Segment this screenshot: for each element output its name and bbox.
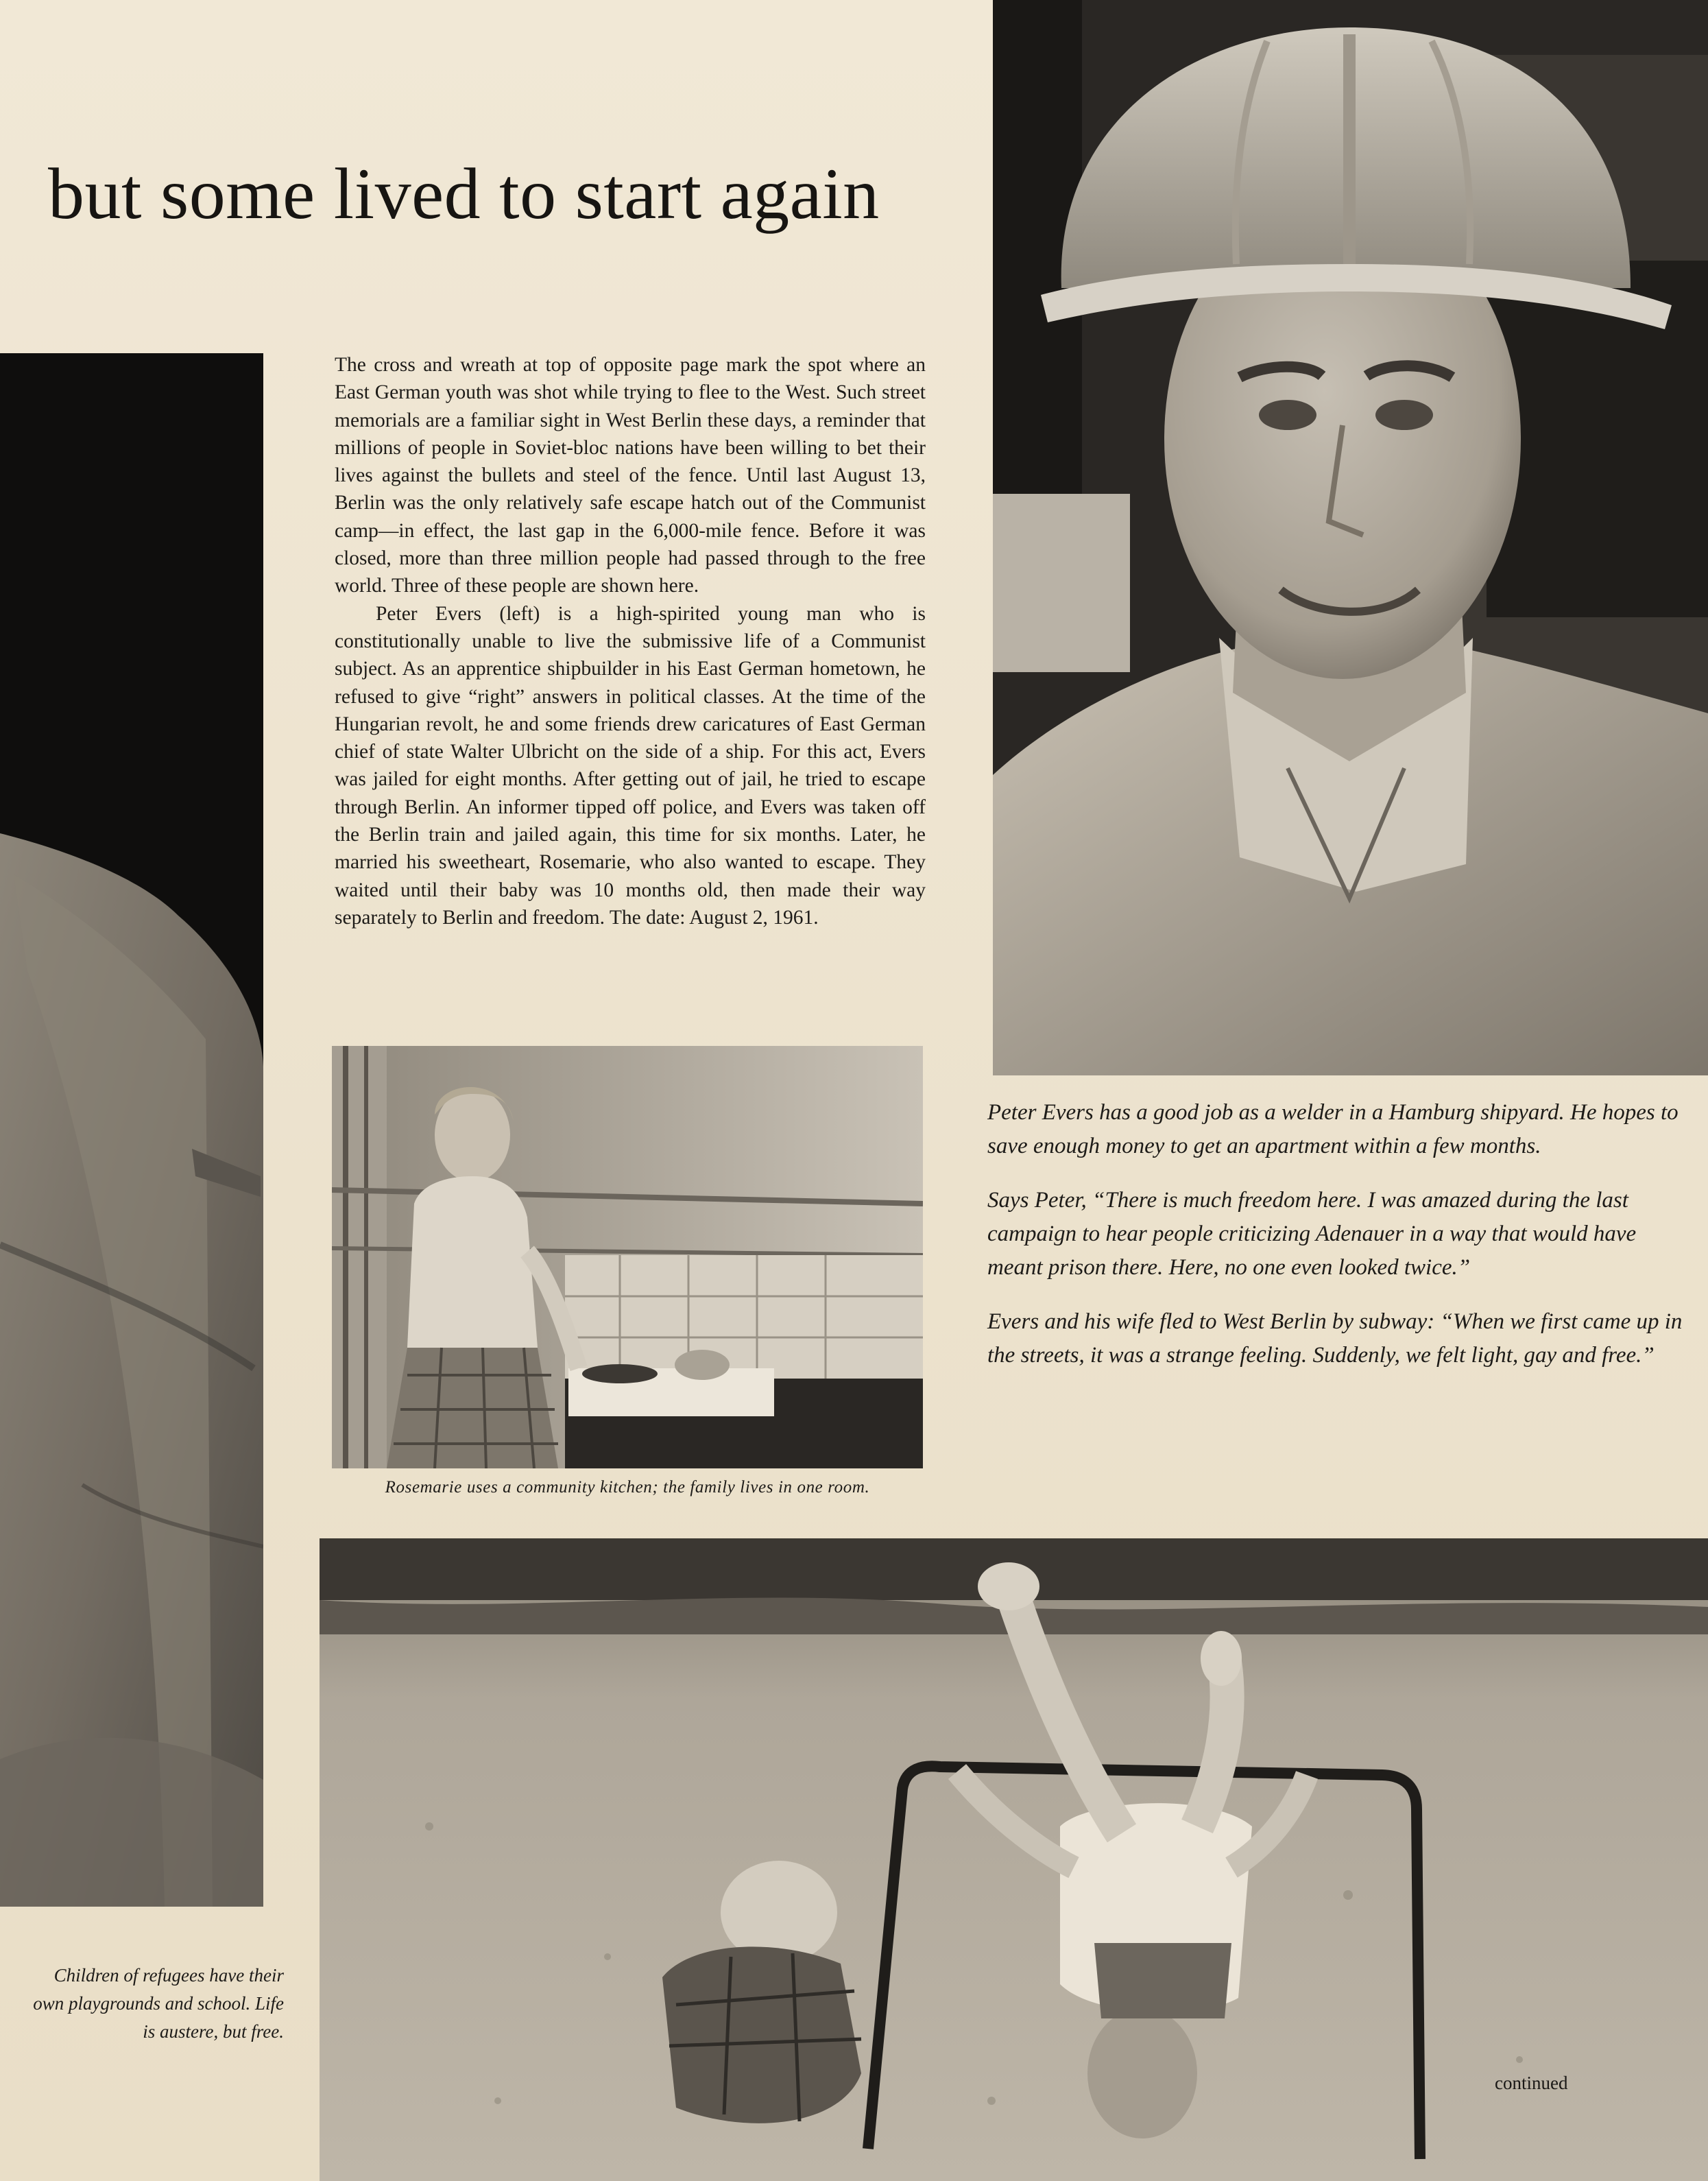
children-photo-caption: Children of refugees have their own playgrounds and school. Life is austere, but free. <box>33 1965 284 2042</box>
peter-evers-portrait-photo <box>993 0 1708 1075</box>
article-paragraph-1: The cross and wreath at top of opposite page mark the spot where an East German youth was shot while trying to flee to the West. Such street memorials are a familiar sight in West Berlin these days, a reminder that millions of people in Soviet-bloc nations have been willing to bet their lives against the bullets and steel of the fence. Until last August 13, Berlin was the only relatively safe escape hatch out of the Communist camp—in effect, the last gap in the 6,000-mile fence. Before it was closed, more than three million people had passed through to the free world. Three of these people are shown here. <box>335 354 926 597</box>
kitchen-photo-caption: Rosemarie uses a community kitchen; the family lives in one room. <box>385 1478 870 1497</box>
continued-label: continued <box>1495 2073 1568 2093</box>
article-paragraph-2: Peter Evers (left) is a high-spirited young man who is constitutionally unable to live the submissive life of a Communist subject. As an apprentice shipbuilder in his East German hometown, he refused to give “right” answers in political classes. At the time of the Hungarian revolt, he and some friends drew caricatures of East German chief of state Walter Ulbricht on the side of a ship. For this act, Evers was jailed for eight months. After getting out of jail, he tried to escape through Berlin. An informer tipped off police, and Evers was taken off the Berlin train and jailed again, this time for six months. Later, he married his sweetheart, Rosemarie, who also wanted to escape. They waited until their baby was 10 months old, then made their way separately to Berlin and freedom. The date: August 2, 1961. <box>335 602 926 929</box>
quote-paragraph-3: Evers and his wife fled to West Berlin by subway: “When we first came up in the streets, it was a strange feeling. Suddenly, we felt light, gay and free.” <box>987 1309 1683 1368</box>
quote-paragraph-1: Peter Evers has a good job as a welder in a Hamburg shipyard. He hopes to save enough money to get an apartment within a few months. <box>987 1100 1679 1158</box>
rosemarie-kitchen-photo <box>332 1046 923 1468</box>
left-jacket-photo <box>0 353 263 1907</box>
quote-paragraph-2: Says Peter, “There is much freedom here. I was amazed during the last campaign to hear people criticizing Adenauer in a way that would have meant prison there. Here, no one even looked twice.” <box>987 1188 1637 1280</box>
article-body <box>335 351 926 931</box>
peter-evers-quotes <box>987 1096 1694 1393</box>
headline: but some lived to start again <box>48 154 880 234</box>
